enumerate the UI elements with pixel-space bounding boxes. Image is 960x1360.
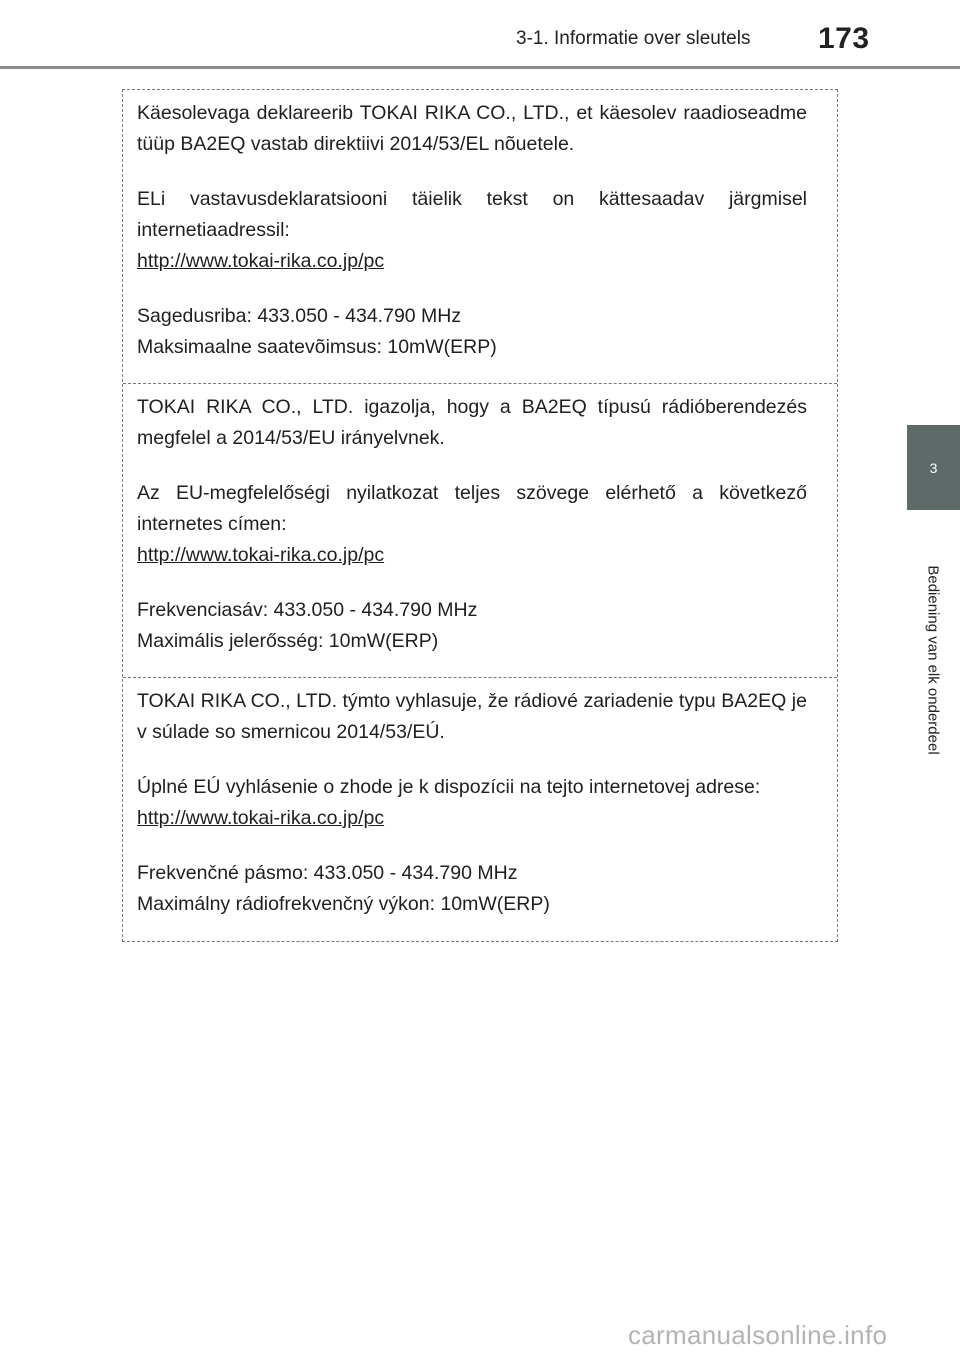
full-text-intro: Az EU-megfelelőségi nyilatkozat teljes szövege elérhető a következő internetes címen: [137,482,807,535]
frequency-band: Frekvenčné pásmo: 433.050 - 434.790 MHz [137,862,518,884]
max-power: Maximális jelerősség: 10mW(ERP) [137,630,439,652]
watermark: carmanualsonline.info [628,1320,888,1350]
full-text-info [137,184,807,277]
header-divider [0,66,960,69]
chapter-title: Bediening van elk onderdeel [924,565,942,755]
declaration-text: Käesolevaga deklareerib TOKAI RIKA CO., LTD., et käesolev raadioseadme tüüp BA2EQ vastab direktiivi 2014/53/EL nõuetele. [137,102,807,155]
section-title: 3-1. Informatie over sleutels [516,28,751,49]
frequency-band: Sagedusriba: 433.050 - 434.790 MHz [137,305,462,327]
max-power: Maksimaalne saatevõimsus: 10mW(ERP) [137,336,497,358]
declaration-link[interactable]: http://www.tokai-rika.co.jp/pc [137,807,385,829]
compliance-notice-box [122,89,838,942]
notice-hungarian [123,383,837,677]
notice-slovak [123,677,837,941]
radio-specs [137,858,807,920]
chapter-tab[interactable] [907,425,960,510]
full-text-info [137,772,807,834]
chapter-number: 3 [929,459,938,476]
declaration-text: TOKAI RIKA CO., LTD. igazolja, hogy a BA2EQ típusú rádióberendezés megfelel a 2014/53/EU irányelvnek. [137,396,807,449]
declaration-link[interactable]: http://www.tokai-rika.co.jp/pc [137,250,385,272]
page-number: 173 [818,22,870,55]
declaration-link[interactable]: http://www.tokai-rika.co.jp/pc [137,544,385,566]
frequency-band: Frekvenciasáv: 433.050 - 434.790 MHz [137,599,478,621]
full-text-intro: ELi vastavusdeklaratsiooni täielik tekst on kättesaadav järgmisel internetiaadressil: [137,188,807,241]
full-text-info [137,478,807,571]
radio-specs [137,301,807,363]
declaration-text: TOKAI RIKA CO., LTD. týmto vyhlasuje, že rádiové zariadenie typu BA2EQ je v súlade so smernicou 2014/53/EÚ. [137,690,807,743]
max-power: Maximálny rádiofrekvenčný výkon: 10mW(ERP) [137,893,550,915]
full-text-intro: Úplné EÚ vyhlásenie o zhode je k dispozícii na tejto internetovej adrese: [137,776,761,798]
notice-estonian [123,90,837,383]
radio-specs [137,595,807,657]
